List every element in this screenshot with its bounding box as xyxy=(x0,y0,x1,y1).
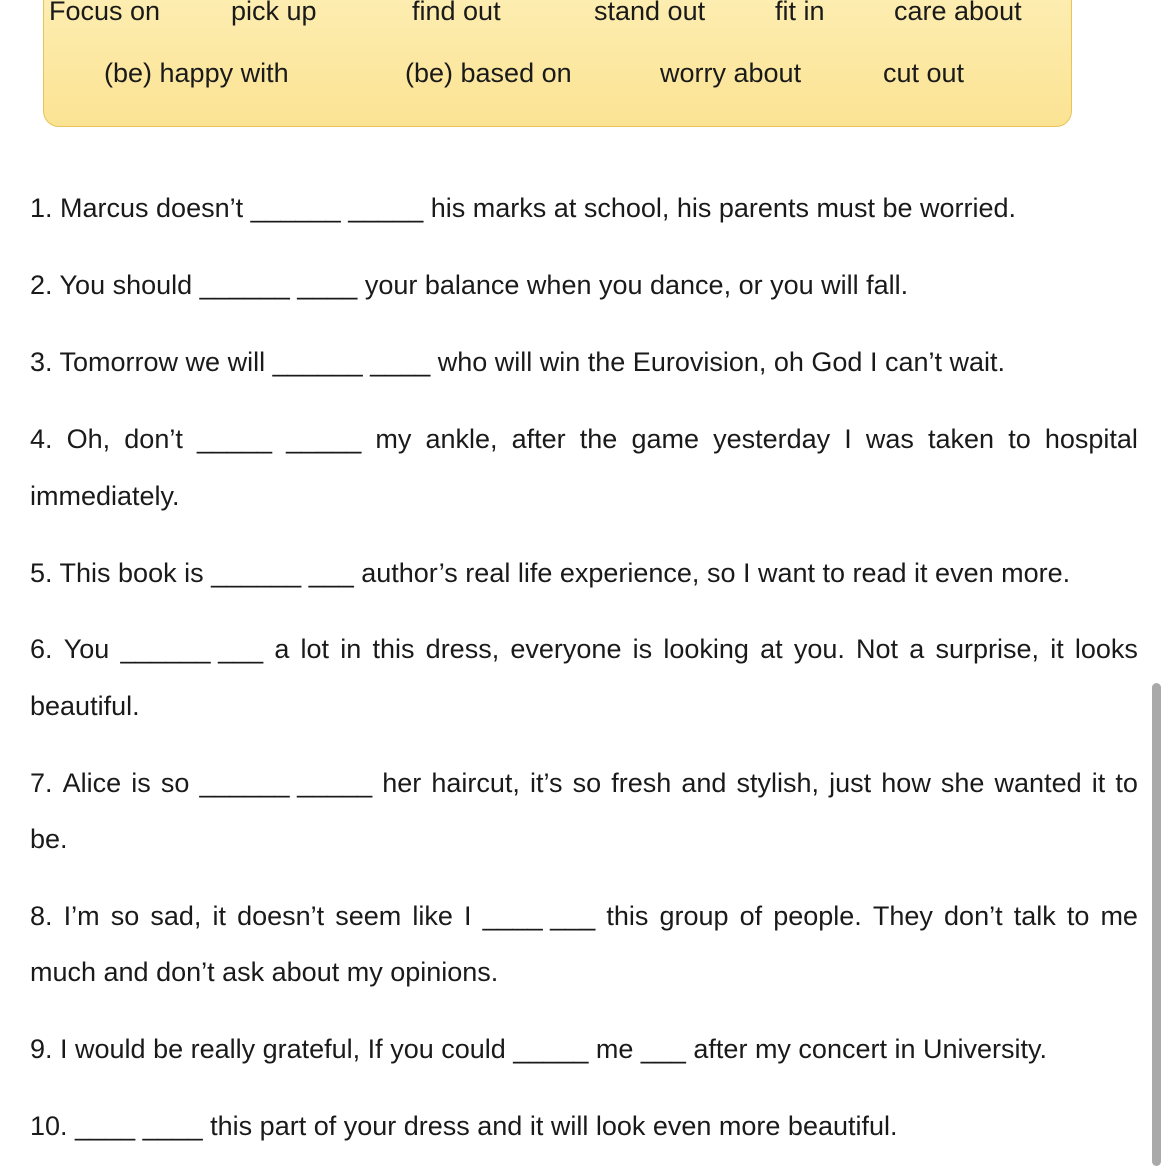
word: how xyxy=(881,768,931,798)
word-bank-item: stand out xyxy=(594,0,706,26)
exercise-6-continuation: beautiful. xyxy=(30,691,140,721)
word: lot xyxy=(300,634,330,664)
word: I xyxy=(844,424,852,454)
exercise-10: 10. ____ ____ this part of your dress and it will look even more beautiful. xyxy=(30,1111,898,1141)
word: don’t xyxy=(124,424,183,454)
word: doesn’t xyxy=(237,901,325,931)
exercise-4-continuation: immediately. xyxy=(30,481,180,511)
word: everyone xyxy=(510,634,622,664)
word: taken xyxy=(928,424,995,454)
word: Not xyxy=(856,634,899,664)
word-bank-item: cut out xyxy=(883,58,965,88)
exercise-9: 9. I would be really grateful, If you could _____ me ___ after my concert in University. xyxy=(30,1034,1048,1064)
word: Oh, xyxy=(66,424,111,454)
word-bank-item: find out xyxy=(412,0,501,26)
word: seem xyxy=(335,901,402,931)
word: wanted xyxy=(994,768,1082,798)
exercise-5: 5. This book is ______ ___ author’s real life experience, so I want to read it even more. xyxy=(30,558,1071,588)
word: at xyxy=(760,634,783,664)
word: people. xyxy=(773,901,862,931)
word: 6. xyxy=(30,634,53,664)
vertical-scrollbar[interactable] xyxy=(1152,683,1161,1166)
word: the xyxy=(579,424,618,454)
answer-blank: _____ xyxy=(286,424,362,454)
word: 8. xyxy=(30,901,53,931)
word: haircut, xyxy=(431,768,520,798)
word-bank-item: care about xyxy=(894,0,1022,26)
word: so xyxy=(572,768,602,798)
word: You xyxy=(63,634,110,664)
word: I’m xyxy=(63,901,100,931)
word: 7. xyxy=(30,768,53,798)
word: was xyxy=(865,424,914,454)
word: she xyxy=(940,768,985,798)
word: dress, xyxy=(425,634,500,664)
word: in xyxy=(340,634,362,664)
word: don’t xyxy=(944,901,1003,931)
word: ankle, xyxy=(425,424,498,454)
word: so xyxy=(160,768,190,798)
word: it xyxy=(1091,768,1106,798)
word: to xyxy=(1066,901,1090,931)
word-bank-item: (be) based on xyxy=(405,58,572,88)
word: it xyxy=(212,901,226,931)
word: it xyxy=(1050,634,1064,664)
exercise-4 xyxy=(30,423,1138,455)
word: of xyxy=(739,901,763,931)
word: after xyxy=(511,424,566,454)
answer-blank: ______ ___ xyxy=(120,634,264,664)
word: Alice xyxy=(62,768,122,798)
exercise-1: 1. Marcus doesn’t ______ _____ his marks at school, his parents must be worried. xyxy=(30,193,1017,223)
word: looks xyxy=(1074,634,1138,664)
word-bank-item: (be) happy with xyxy=(104,58,289,88)
word-bank-item: pick up xyxy=(231,0,317,26)
word: game xyxy=(631,424,699,454)
word-bank-item: Focus on xyxy=(49,0,161,26)
answer-blank: ____ ___ xyxy=(482,901,596,931)
exercise-7-continuation: be. xyxy=(30,824,68,854)
word: stylish, xyxy=(736,768,820,798)
word: it’s xyxy=(530,768,563,798)
exercise-2: 2. You should ______ ____ your balance when you dance, or you will fall. xyxy=(30,270,909,300)
word: like xyxy=(412,901,453,931)
word-bank-item: fit in xyxy=(775,0,825,26)
exercise-8-continuation: much and don’t ask about my opinions. xyxy=(30,957,499,987)
exercise-6 xyxy=(30,633,1138,665)
word: a xyxy=(909,634,925,664)
word: my xyxy=(375,424,412,454)
word: surprise, xyxy=(935,634,1040,664)
answer-blank: _____ xyxy=(196,424,273,454)
word: hospital xyxy=(1044,424,1138,454)
word: They xyxy=(872,901,933,931)
word: fresh xyxy=(611,768,672,798)
word: this xyxy=(372,634,415,664)
word: 4. xyxy=(30,424,53,454)
word: to xyxy=(1115,768,1138,798)
word: me xyxy=(1100,901,1138,931)
word: so xyxy=(110,901,140,931)
answer-blank: ______ _____ xyxy=(199,768,373,798)
word: just xyxy=(829,768,872,798)
word: this xyxy=(606,901,649,931)
word: to xyxy=(1008,424,1031,454)
exercise-3: 3. Tomorrow we will ______ ____ who will win the Eurovision, oh God I can’t wait. xyxy=(30,347,1005,377)
word: is xyxy=(632,634,653,664)
exercise-7 xyxy=(30,767,1138,799)
word: her xyxy=(382,768,422,798)
exercise-8 xyxy=(30,900,1138,932)
word-bank xyxy=(43,0,1072,127)
word: looking xyxy=(663,634,749,664)
word: is xyxy=(131,768,151,798)
word: sad, xyxy=(150,901,202,931)
word: talk xyxy=(1013,901,1056,931)
word: group xyxy=(659,901,729,931)
word: yesterday xyxy=(713,424,831,454)
word: a xyxy=(274,634,290,664)
word-bank-item: worry about xyxy=(660,58,802,88)
word: I xyxy=(463,901,472,931)
word: and xyxy=(681,768,727,798)
word: you. xyxy=(793,634,845,664)
